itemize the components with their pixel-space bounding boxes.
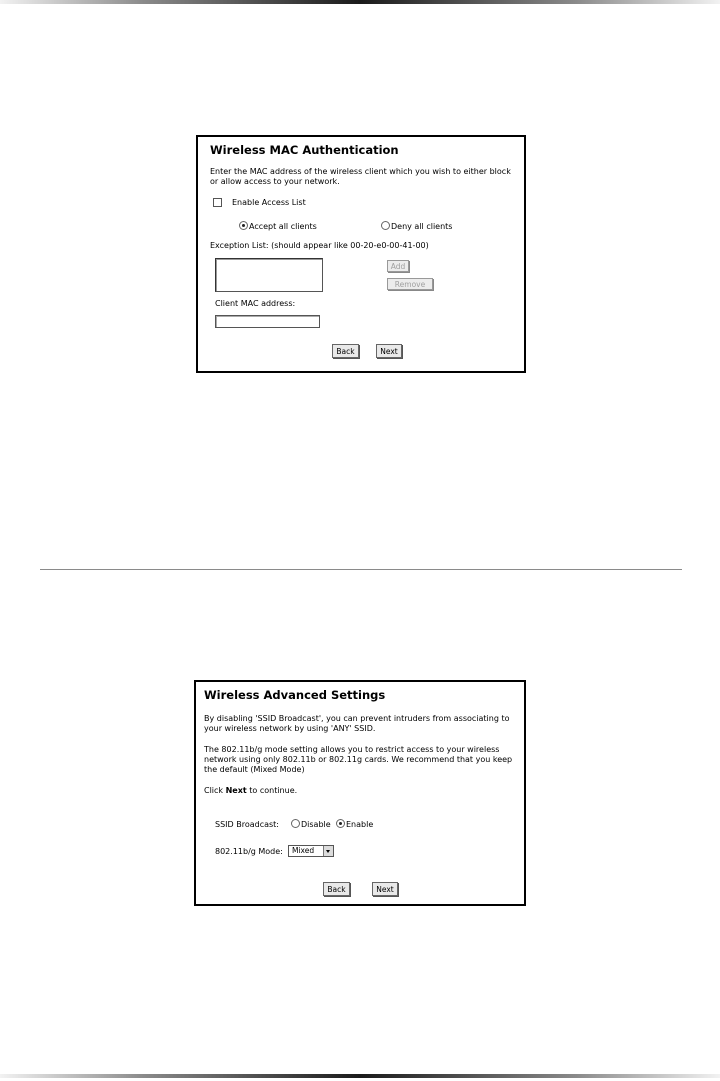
advanced-para1-line1: By disabling 'SSID Broadcast', you can prevent intruders from associating to <box>204 714 510 723</box>
mac-panel-title: Wireless MAC Authentication <box>210 143 399 157</box>
advanced-next-button[interactable]: Next <box>372 882 398 896</box>
accept-all-clients-label: Accept all clients <box>249 222 317 231</box>
chevron-down-icon[interactable] <box>323 846 333 856</box>
exception-list-label: Exception List: (should appear like 00-20-e0-00-41-00) <box>210 241 429 250</box>
mode-select[interactable] <box>288 845 334 857</box>
advanced-para2-line1: The 802.11b/g mode setting allows you to restrict access to your wireless <box>204 745 500 754</box>
advanced-settings-panel <box>194 680 526 906</box>
mac-next-button[interactable]: Next <box>376 344 402 358</box>
advanced-panel-title: Wireless Advanced Settings <box>204 688 386 702</box>
mac-description-line1: Enter the MAC address of the wireless client which you wish to either block <box>210 167 511 176</box>
mode-select-value: Mixed <box>292 846 315 855</box>
mode-label: 802.11b/g Mode: <box>215 847 283 856</box>
remove-button[interactable]: Remove <box>387 278 433 290</box>
deny-all-clients-radio[interactable] <box>381 221 390 230</box>
advanced-para1-line2: your wireless network by using 'ANY' SSID. <box>204 724 376 733</box>
advanced-para2-line3: the default (Mixed Mode) <box>204 765 305 774</box>
ssid-enable-label: Enable <box>346 820 374 829</box>
click-next-instruction <box>204 786 297 796</box>
click-suffix: to continue. <box>246 786 298 795</box>
client-mac-label: Client MAC address: <box>215 299 296 308</box>
section-divider <box>40 569 682 570</box>
exception-list-box[interactable] <box>215 258 323 292</box>
enable-access-list-label: Enable Access List <box>232 198 306 207</box>
add-button[interactable]: Add <box>387 260 409 272</box>
mac-description-line2: or allow access to your network. <box>210 177 340 186</box>
bottom-decorative-bar <box>0 1074 720 1078</box>
ssid-broadcast-label: SSID Broadcast: <box>215 820 279 829</box>
click-next-bold: Next <box>225 786 247 795</box>
mac-authentication-panel <box>196 135 526 373</box>
advanced-back-button[interactable]: Back <box>323 882 350 896</box>
ssid-enable-radio[interactable] <box>336 819 345 828</box>
enable-access-list-checkbox[interactable] <box>213 198 222 207</box>
ssid-disable-label: Disable <box>301 820 331 829</box>
ssid-disable-radio[interactable] <box>291 819 300 828</box>
client-mac-input[interactable] <box>215 315 320 328</box>
mac-back-button[interactable]: Back <box>332 344 359 358</box>
accept-all-clients-radio[interactable] <box>239 221 248 230</box>
deny-all-clients-label: Deny all clients <box>391 222 453 231</box>
top-decorative-bar <box>0 0 720 4</box>
advanced-para2-line2: network using only 802.11b or 802.11g cards. We recommend that you keep <box>204 755 513 764</box>
click-prefix: Click <box>204 786 226 795</box>
